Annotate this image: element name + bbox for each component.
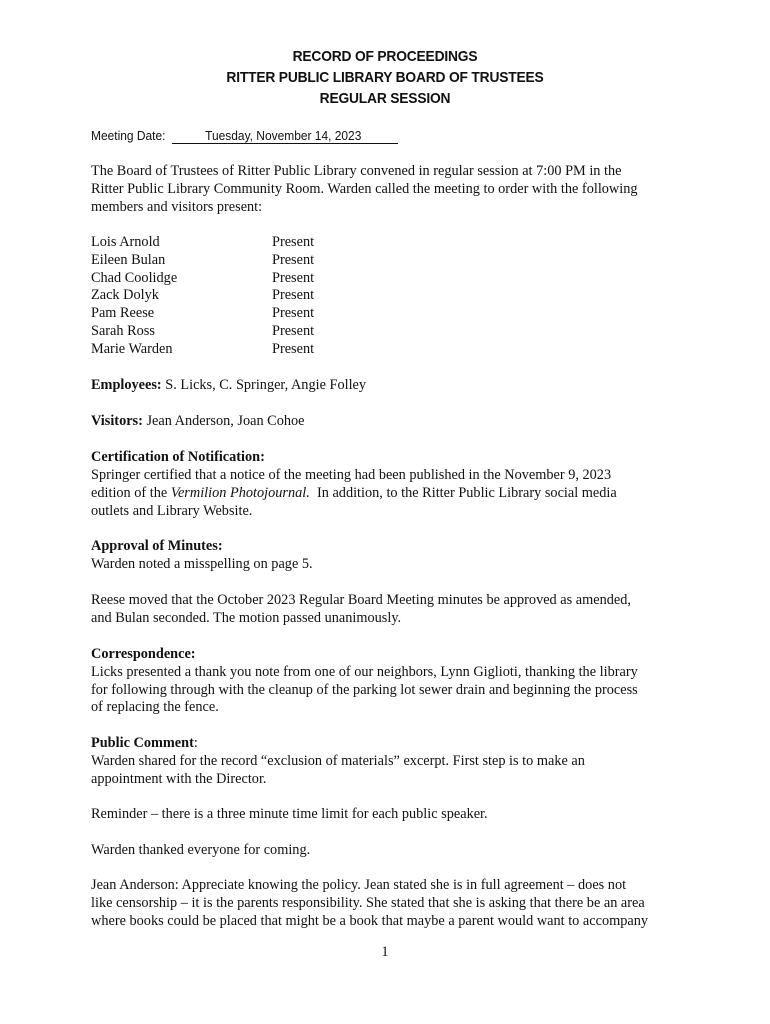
board-name: RITTER PUBLIC LIBRARY BOARD OF TRUSTEES xyxy=(226,69,544,86)
member-status: Present xyxy=(272,323,315,339)
certification-line: Springer certified that a notice of the meeting had been published in the November 9, 2023 xyxy=(91,467,612,483)
public-comment-heading: Public Comment xyxy=(91,735,194,751)
certification-line: outlets and Library Website. xyxy=(91,503,253,519)
anderson-comment-line: like censorship – it is the parents responsibility. She stated that she is asking that there be an area xyxy=(91,895,645,911)
anderson-comment-line: where books could be placed that might be a book that maybe a parent would want to accompany xyxy=(91,913,649,929)
session-type: REGULAR SESSION xyxy=(319,90,451,107)
public-comment-heading-line: Public Comment: xyxy=(91,735,198,751)
member-name: Eileen Bulan xyxy=(91,252,166,268)
public-comment-thanks: Warden thanked everyone for coming. xyxy=(91,842,311,858)
member-status: Present xyxy=(272,234,315,250)
intro-line: The Board of Trustees of Ritter Public Library convened in regular session at 7:00 PM in the xyxy=(91,163,622,179)
member-name: Marie Warden xyxy=(91,341,173,357)
member-status: Present xyxy=(272,305,315,321)
page-number: 1 xyxy=(381,944,389,960)
member-name: Chad Coolidge xyxy=(91,270,178,286)
member-status: Present xyxy=(272,252,315,268)
employees-list: S. Licks, C. Springer, Angie Folley xyxy=(161,377,367,393)
visitors-list: Jean Anderson, Joan Cohoe xyxy=(142,413,305,429)
minutes-motion-line: Reese moved that the October 2023 Regular Board Meeting minutes be approved as amended, xyxy=(91,592,631,608)
meeting-date-value: Tuesday, November 14, 2023 xyxy=(205,128,362,143)
anderson-comment-line: Jean Anderson: Appreciate knowing the policy. Jean stated she is in full agreement – does not xyxy=(91,877,627,893)
minutes-heading: Approval of Minutes: xyxy=(91,538,223,554)
minutes-note: Warden noted a misspelling on page 5. xyxy=(91,556,313,572)
intro-line: members and visitors present: xyxy=(91,199,263,215)
intro-line: Ritter Public Library Community Room. Warden called the meeting to order with the following xyxy=(91,181,638,197)
certification-heading: Certification of Notification: xyxy=(91,449,265,465)
newspaper-name: Vermilion Photojournal. xyxy=(170,485,310,501)
public-comment-line: Warden shared for the record “exclusion of materials” excerpt. First step is to make an xyxy=(91,753,585,769)
meeting-date-field xyxy=(172,128,398,144)
minutes-motion-line: and Bulan seconded. The motion passed unanimously. xyxy=(91,610,402,626)
member-status: Present xyxy=(272,341,315,357)
visitors-label: Visitors: xyxy=(91,413,143,429)
correspondence-heading: Correspondence: xyxy=(91,646,196,662)
meeting-date-label: Meeting Date: xyxy=(91,128,166,143)
public-comment-line: appointment with the Director. xyxy=(91,771,267,787)
member-name: Zack Dolyk xyxy=(91,287,159,303)
employees-label: Employees: xyxy=(91,377,162,393)
employees-line xyxy=(91,377,366,394)
document-title: RECORD OF PROCEEDINGS xyxy=(292,48,478,65)
correspondence-line: Licks presented a thank you note from one of our neighbors, Lynn Giglioti, thanking the library xyxy=(91,664,638,680)
correspondence-line: for following through with the cleanup of the parking lot sewer drain and beginning the process xyxy=(91,682,638,698)
member-status: Present xyxy=(272,270,315,286)
certification-line: edition of the Vermilion Photojournal. In addition, to the Ritter Public Library social media xyxy=(91,485,617,501)
correspondence-line: of replacing the fence. xyxy=(91,699,219,715)
member-name: Sarah Ross xyxy=(91,323,155,339)
public-comment-reminder: Reminder – there is a three minute time limit for each public speaker. xyxy=(91,806,488,822)
member-name: Lois Arnold xyxy=(91,234,160,250)
member-name: Pam Reese xyxy=(91,305,155,321)
visitors-line xyxy=(91,413,305,430)
member-status: Present xyxy=(272,287,315,303)
